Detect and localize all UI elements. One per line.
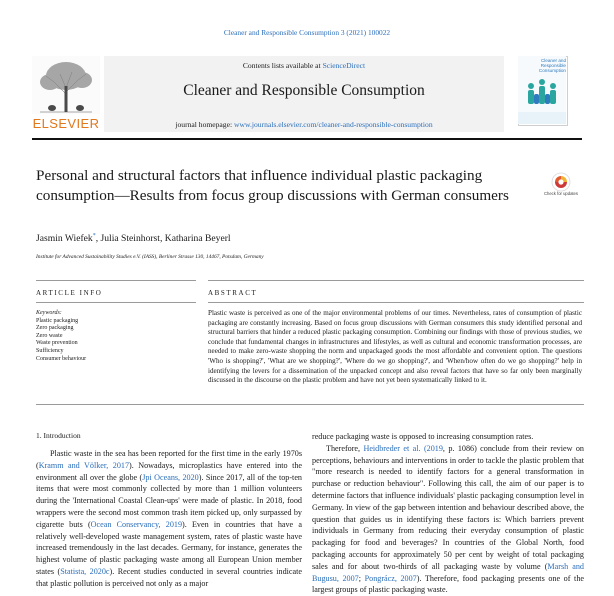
author-name[interactable]: Katharina Beyerl	[164, 233, 231, 245]
keyword-item: Consumer behaviour	[36, 355, 87, 362]
check-for-updates-label: Check for updates	[544, 191, 578, 196]
check-for-updates-icon[interactable]	[546, 170, 576, 204]
keyword-item: Sufficiency	[36, 347, 64, 354]
body-text: Therefore,	[326, 443, 364, 453]
cover-title: Cleaner and Responsible Consumption	[538, 58, 566, 74]
body-text: ). Recent studies conducted in several countries indicate that plastic pollution is perceived not only as a major	[36, 566, 303, 588]
abstract-heading: ABSTRACT	[208, 289, 258, 297]
abstract-rule	[208, 280, 584, 281]
citation-link[interactable]: Pongrácz, 2007	[364, 573, 417, 583]
body-column-left	[36, 448, 302, 590]
citation-link[interactable]: Jpi Oceans, 2020	[142, 472, 199, 482]
author-separator: ,	[95, 233, 101, 245]
article-info-rule	[36, 280, 196, 281]
corresponding-author-mark[interactable]: *	[92, 233, 96, 239]
author-separator: ,	[159, 233, 165, 245]
body-text: ). Nowadays, microplastics have entered into the environment all over the globe (	[36, 460, 303, 482]
body-text: ). Therefore, food packaging presents one of the largest groups of plastic packaging waste.	[312, 573, 584, 595]
abstract-bottom-rule	[36, 404, 584, 405]
homepage-link[interactable]: www.journals.elsevier.com/cleaner-and-responsible-consumption	[233, 120, 433, 129]
author-name[interactable]: Julia Steinhorst	[100, 233, 160, 245]
citation-link[interactable]: Marsh and Bugusu, 2007	[312, 561, 584, 583]
keyword-item: Plastic packaging	[36, 317, 79, 324]
body-text: , p. 1086) conclude from their review on perceptions, behaviours and interventions in order to tackle the plastic problem that "more research is needed to identify factors for a general transformation in purchase or reduction behaviour". Following this call, the aim of our paper is to determine factors that influence individuals' plastic packaging consumption level in Germany. In view of the gap between intention and behaviour described above, the question that guides us in identifying these factors is: Which barriers prevent individuals in Germany from reducing their everyday consumption of plastic packaging for food and beverages? In countries of the Global North, food packaging accounts for approximately 50 per cent by weight of total packaging sales and for about two-thirds of all packaging waste by volume (	[312, 443, 584, 571]
keywords-title: Keywords:	[36, 310, 62, 316]
body-column-right	[312, 431, 584, 596]
elsevier-wordmark: ELSEVIER	[32, 116, 100, 131]
citation-link[interactable]: Heidbreder et al. (2019	[363, 443, 443, 453]
keywords-block	[36, 310, 86, 363]
abstract-text: Plastic waste is perceived as one of the major environmental problems of our times. Nevertheless, rates of consumption of plastic packaging are constantly increasing. Based on focus group discussions with German consumers this study identified personal and structural barriers that hinder a reduced plastic packaging consumption. Combining our findings with those of previous studies, we conclude that fundamental changes in infrastructures and lifestyles, as well as cultural and economic transformation processes, are needed to make zero-waste shopping the norm and unpackaged goods the most affordable and convenient option. The questions 'Who is shopping?', 'What are we shopping?', 'Where do we go shopping?', and 'When/how often do we go shopping?' help in identifying the levers for a dissemination of the unpacked concept and also reveal factors that have so far only been marginally discussed in the discourse on the plastic problem and have not yet been systematically linked to it.	[208, 309, 582, 385]
sciencedirect-link[interactable]: ScienceDirect	[322, 61, 366, 70]
contents-prefix: Contents lists available at	[242, 61, 323, 70]
contents-availability	[104, 61, 504, 70]
article-info-rule	[36, 302, 196, 303]
body-text: ;	[358, 573, 365, 583]
section-heading-introduction: 1. Introduction	[36, 431, 81, 440]
body-text: Plastic waste in the sea has been reported for the first time in the early 1970s (	[36, 449, 302, 470]
journal-name: Cleaner and Responsible Consumption	[183, 82, 425, 99]
body-text: ). Even in countries that have a relatively well-developed waste management system, rates of plastic waste have increased tremendously in the last decades. Germany, for instance, generates the highest volume of plastic packaging waste among all European Union member states (	[36, 519, 302, 576]
article-title: Personal and structural factors that influence individual plastic packaging consumption—Results from focus group discussions with German consumers	[36, 167, 509, 204]
author-affiliation: Institute for Advanced Sustainability Studies e.V. (IASS), Berliner Strasse 130, 14467, Potsdam, Germany	[36, 254, 264, 260]
journal-citation-link[interactable]: Cleaner and Responsible Consumption 3 (2021) 100022	[223, 28, 391, 37]
body-paragraph-continuation: reduce packaging waste is opposed to increasing consumption rates.	[312, 432, 534, 441]
homepage-prefix: journal homepage:	[175, 120, 234, 129]
keyword-item: Zero packaging	[36, 325, 74, 332]
body-text: ). Since 2017, all of the top-ten items that were most commonly collected by more than 1 million volunteers during the 'International Coastal Clean-ups' were made of plastic. In 2018, food wrappers were the second most common trash item picked up, only surpassed by cigarette buts (	[36, 472, 302, 529]
citation-link[interactable]: Ocean Conservancy, 2019	[90, 519, 183, 529]
article-info-heading: ARTICLE INFO	[36, 289, 103, 297]
abstract-rule	[208, 302, 584, 303]
author-list	[36, 233, 231, 244]
journal-homepage	[104, 120, 504, 129]
author-name[interactable]: Jasmin Wiefek	[36, 233, 93, 245]
body-paragraph	[36, 448, 302, 590]
citation-link[interactable]: Statista, 2020c	[60, 566, 110, 576]
keyword-item: Zero waste	[36, 332, 63, 339]
citation-link[interactable]: Kramm and Völker, 2017	[38, 460, 130, 470]
body-paragraph	[312, 443, 584, 596]
header-divider	[32, 138, 582, 140]
keyword-item: Waste prevention	[36, 340, 78, 347]
